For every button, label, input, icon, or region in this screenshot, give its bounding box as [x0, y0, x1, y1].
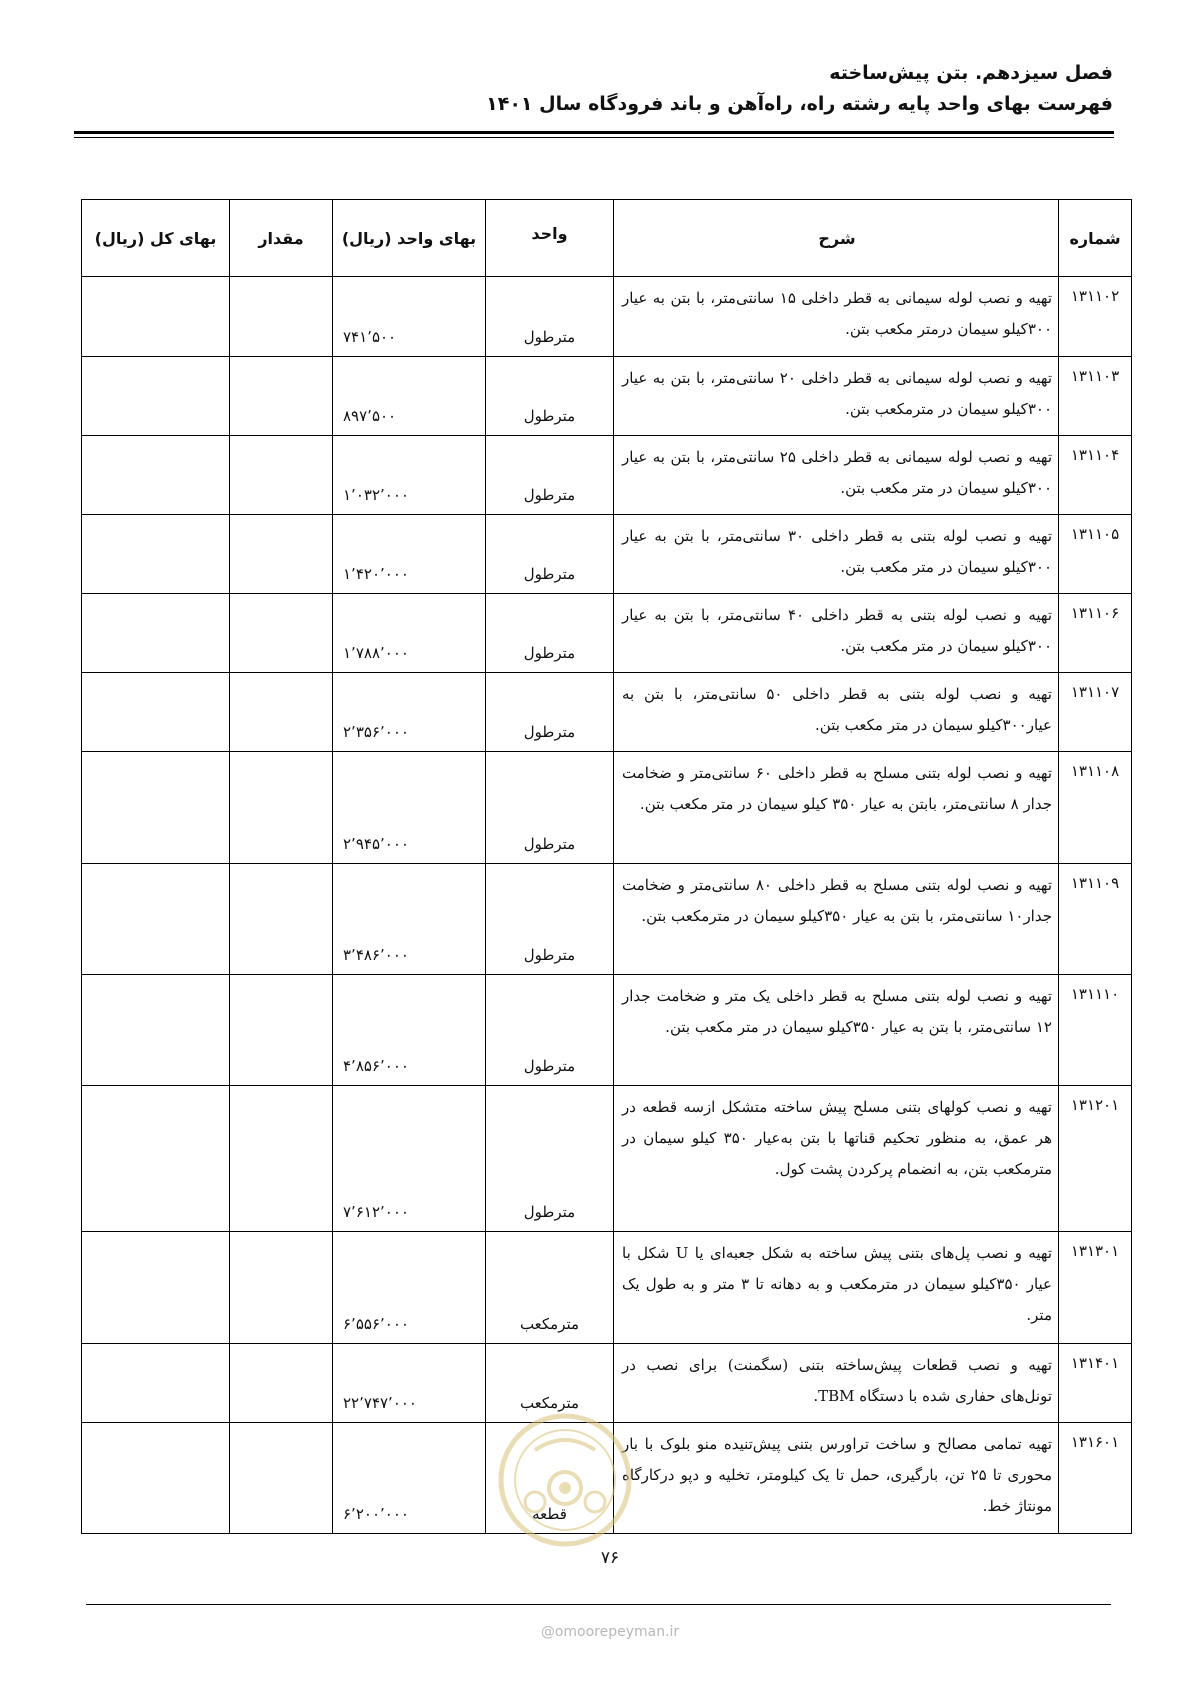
- row-description: تهیه و نصب لوله سیمانی به قطر داخلی ۱۵ سانتی‌متر، با بتن به عیار ۳۰۰کیلو سیمان درمتر مکعب بتن.: [614, 277, 1059, 357]
- page-number: ۷۶: [600, 1548, 620, 1568]
- row-code: ۱۳۱۲۰۱: [1059, 1086, 1132, 1232]
- row-quantity[interactable]: [230, 594, 333, 673]
- row-quantity[interactable]: [230, 515, 333, 594]
- row-unit-price: ۱٬۷۸۸٬۰۰۰: [333, 594, 486, 673]
- row-code: ۱۳۱۱۱۰: [1059, 975, 1132, 1086]
- row-unit: مترطول: [486, 864, 614, 975]
- row-total-price[interactable]: [82, 277, 230, 357]
- header-rule-thin: [74, 137, 1114, 138]
- table-row: [82, 752, 1132, 864]
- footer-rule: [86, 1604, 1111, 1605]
- row-total-price[interactable]: [82, 1232, 230, 1344]
- row-description: تهیه و نصب لوله بتنی به قطر داخلی ۳۰ سانتی‌متر، با بتن به عیار ۳۰۰کیلو سیمان در متر مکعب بتن.: [614, 515, 1059, 594]
- row-code: ۱۳۱۴۰۱: [1059, 1344, 1132, 1423]
- row-code: ۱۳۱۱۰۳: [1059, 357, 1132, 436]
- row-description: تهیه و نصب لوله سیمانی به قطر داخلی ۲۵ سانتی‌متر، با بتن به عیار ۳۰۰کیلو سیمان در متر مکعب بتن.: [614, 436, 1059, 515]
- row-unit: مترطول: [486, 673, 614, 752]
- row-quantity[interactable]: [230, 357, 333, 436]
- row-unit-price: ۲٬۳۵۶٬۰۰۰: [333, 673, 486, 752]
- row-total-price[interactable]: [82, 1086, 230, 1232]
- row-code: ۱۳۱۳۰۱: [1059, 1232, 1132, 1344]
- row-quantity[interactable]: [230, 864, 333, 975]
- row-quantity[interactable]: [230, 1344, 333, 1423]
- table-row: [82, 975, 1132, 1086]
- row-description: تهیه و نصب لوله بتنی به قطر داخلی ۵۰ سانتی‌متر، با بتن به عیار۳۰۰کیلو سیمان در متر مکعب بتن.: [614, 673, 1059, 752]
- row-total-price[interactable]: [82, 975, 230, 1086]
- row-description: تهیه و نصب لوله بتنی مسلح به قطر داخلی ۶۰ سانتی‌متر و ضخامت جدار ۸ سانتی‌متر، بابتن به عیار ۳۵۰ کیلو سیمان در متر مکعب بتن.: [614, 752, 1059, 864]
- row-code: ۱۳۱۶۰۱: [1059, 1423, 1132, 1534]
- row-total-price[interactable]: [82, 1423, 230, 1534]
- row-code: ۱۳۱۱۰۶: [1059, 594, 1132, 673]
- price-table: [81, 199, 1132, 1534]
- table-row: [82, 1232, 1132, 1344]
- publisher-seal-watermark: [495, 1410, 635, 1550]
- header-unit: واحد: [486, 200, 614, 277]
- row-total-price[interactable]: [82, 1344, 230, 1423]
- row-unit: مترطول: [486, 515, 614, 594]
- row-total-price[interactable]: [82, 673, 230, 752]
- row-code: ۱۳۱۱۰۲: [1059, 277, 1132, 357]
- row-code: ۱۳۱۱۰۷: [1059, 673, 1132, 752]
- table-row: [82, 594, 1132, 673]
- row-description: تهیه و نصب لوله بتنی مسلح به قطر داخلی ۸۰ سانتی‌متر و ضخامت جدار۱۰ سانتی‌متر، با بتن به عیار ۳۵۰کیلو سیمان در مترمکعب بتن.: [614, 864, 1059, 975]
- table-row: [82, 1086, 1132, 1232]
- row-unit: مترطول: [486, 594, 614, 673]
- row-description: تهیه و نصب کولهای بتنی مسلح پیش ساخته متشکل ازسه قطعه در هر عمق، به منظور تحکیم قناتها با بتن به‌عیار ۳۵۰ کیلو سیمان در مترمکعب بتن، به انضمام پرکردن پشت کول.: [614, 1086, 1059, 1232]
- row-unit-price: ۱٬۰۳۲٬۰۰۰: [333, 436, 486, 515]
- website-watermark: @omoorepeyman.ir: [540, 1624, 680, 1640]
- row-quantity[interactable]: [230, 975, 333, 1086]
- row-description: تهیه و نصب لوله سیمانی به قطر داخلی ۲۰ سانتی‌متر، با بتن به عیار ۳۰۰کیلو سیمان در مترمکعب بتن.: [614, 357, 1059, 436]
- row-total-price[interactable]: [82, 864, 230, 975]
- row-unit: مترمکعب: [486, 1232, 614, 1344]
- row-unit-price: ۲۲٬۷۴۷٬۰۰۰: [333, 1344, 486, 1423]
- header-quantity: مقدار: [230, 200, 333, 277]
- header-code: شماره: [1059, 200, 1132, 277]
- header-unit-price: بهای واحد (ریال): [333, 200, 486, 277]
- header-rule-thick: [74, 131, 1114, 134]
- document-title: فهرست بهای واحد پایه رشته راه، راه‌آهن و باند فرودگاه سال ۱۴۰۱: [486, 93, 1113, 115]
- row-code: ۱۳۱۱۰۴: [1059, 436, 1132, 515]
- row-unit: مترطول: [486, 357, 614, 436]
- row-quantity[interactable]: [230, 752, 333, 864]
- table-row: [82, 277, 1132, 357]
- row-description: تهیه و نصب لوله بتنی مسلح به قطر داخلی یک متر و ضخامت جدار ۱۲ سانتی‌متر، با بتن به عیار ۳۵۰کیلو سیمان در متر مکعب بتن.: [614, 975, 1059, 1086]
- row-unit-price: ۷٬۶۱۲٬۰۰۰: [333, 1086, 486, 1232]
- row-unit-price: ۷۴۱٬۵۰۰: [333, 277, 486, 357]
- row-description: تهیه و نصب پل‌های بتنی پیش ساخته به شکل جعبه‌ای یا U شکل با عیار ۳۵۰کیلو سیمان در مترمکعب و به دهانه تا ۳ متر و به طول یک متر.: [614, 1232, 1059, 1344]
- row-description: تهیه تمامی مصالح و ساخت تراورس بتنی پیش‌تنیده منو بلوک با بار محوری تا ۲۵ تن، بارگیری، حمل تا یک کیلومتر، تخلیه و دپو درکارگاه مونتاژ خط.: [614, 1423, 1059, 1534]
- row-unit-price: ۶٬۵۵۶٬۰۰۰: [333, 1232, 486, 1344]
- row-total-price[interactable]: [82, 594, 230, 673]
- row-unit-price: ۶٬۲۰۰٬۰۰۰: [333, 1423, 486, 1534]
- table-row: [82, 357, 1132, 436]
- row-quantity[interactable]: [230, 277, 333, 357]
- row-quantity[interactable]: [230, 1423, 333, 1534]
- header-total-price: بهای کل (ریال): [82, 200, 230, 277]
- table-row: [82, 864, 1132, 975]
- row-unit-price: ۳٬۴۸۶٬۰۰۰: [333, 864, 486, 975]
- row-description: تهیه و نصب لوله بتنی به قطر داخلی ۴۰ سانتی‌متر، با بتن به عیار ۳۰۰کیلو سیمان در متر مکعب بتن.: [614, 594, 1059, 673]
- row-code: ۱۳۱۱۰۸: [1059, 752, 1132, 864]
- row-unit-price: ۱٬۴۲۰٬۰۰۰: [333, 515, 486, 594]
- row-description: تهیه و نصب قطعات پیش‌ساخته بتنی (سگمنت) برای نصب در تونل‌های حفاری شده با دستگاه TBM.: [614, 1344, 1059, 1423]
- page-header: [73, 58, 1113, 120]
- row-total-price[interactable]: [82, 436, 230, 515]
- row-unit: مترطول: [486, 277, 614, 357]
- row-unit-price: ۴٬۸۵۶٬۰۰۰: [333, 975, 486, 1086]
- row-unit: مترطول: [486, 436, 614, 515]
- row-unit: مترطول: [486, 975, 614, 1086]
- row-quantity[interactable]: [230, 1232, 333, 1344]
- row-code: ۱۳۱۱۰۵: [1059, 515, 1132, 594]
- table-row: [82, 515, 1132, 594]
- chapter-title: فصل سیزدهم. بتن پیش‌ساخته: [829, 62, 1113, 84]
- row-total-price[interactable]: [82, 752, 230, 864]
- row-unit: مترطول: [486, 1086, 614, 1232]
- header-description: شرح: [614, 200, 1059, 277]
- row-quantity[interactable]: [230, 1086, 333, 1232]
- row-unit: قطعه: [486, 1423, 614, 1534]
- table-row: [82, 673, 1132, 752]
- row-total-price[interactable]: [82, 515, 230, 594]
- row-unit: مترطول: [486, 752, 614, 864]
- row-code: ۱۳۱۱۰۹: [1059, 864, 1132, 975]
- row-unit-price: ۸۹۷٬۵۰۰: [333, 357, 486, 436]
- row-total-price[interactable]: [82, 357, 230, 436]
- table-row: [82, 436, 1132, 515]
- row-unit: مترمکعب: [486, 1344, 614, 1423]
- row-quantity[interactable]: [230, 436, 333, 515]
- row-unit-price: ۲٬۹۴۵٬۰۰۰: [333, 752, 486, 864]
- row-quantity[interactable]: [230, 673, 333, 752]
- table-header-row: [82, 200, 1132, 277]
